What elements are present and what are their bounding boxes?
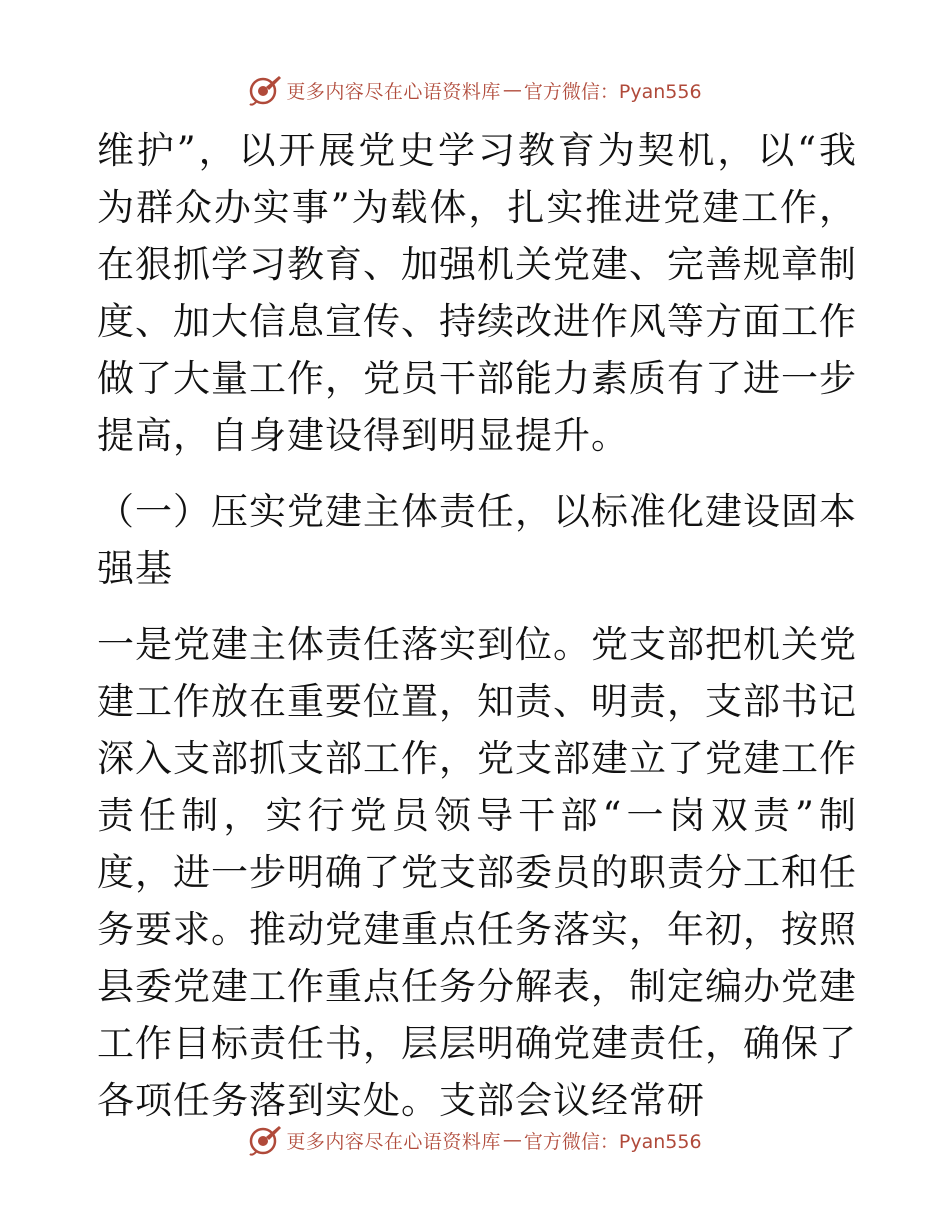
pen-logo-icon — [248, 1123, 282, 1157]
watermark-text: 更多内容尽在心语资料库 — [286, 80, 501, 103]
watermark-wechat-handle: 官方微信：Pyan556 — [523, 1130, 702, 1153]
watermark-separator: — — [502, 79, 522, 101]
section-heading: （一）压实党建主体责任，以标准化建设固本强基 — [97, 490, 857, 590]
pen-logo-icon — [248, 73, 282, 107]
body-paragraph: 维护”，以开展党史学习教育为契机，以“我为群众办实事”为载体，扎实推进党建工作，在狠抓学习教育、加强机关党建、完善规章制度、加大信息宣传、持续改进作风等方面工作做了大量工作，党员干部能力素质有了进一步提高，自身建设得到明显提升。 — [97, 129, 857, 457]
watermark-text: 更多内容尽在心语资料库 — [286, 1130, 501, 1153]
body-paragraph: 一是党建主体责任落实到位。党支部把机关党建工作放在重要位置，知责、明责，支部书记深入支部抓支部工作，党支部建立了党建工作责任制，实行党员领导干部“一岗双责”制度，进一步明确了党支部委员的职责分工和任务要求。推动党建重点任务落实，年初，按照县委党建工作重点任务分解表，制定编办党建工作目标责任书，层层明确党建责任，确保了各项任务落到实处。支部会议经常研 — [97, 623, 857, 1122]
footer-watermark — [0, 1120, 950, 1160]
document-body — [97, 122, 857, 1129]
watermark-wechat-handle: 官方微信：Pyan556 — [523, 80, 702, 103]
header-watermark — [0, 70, 950, 110]
watermark-separator: — — [502, 1129, 522, 1151]
